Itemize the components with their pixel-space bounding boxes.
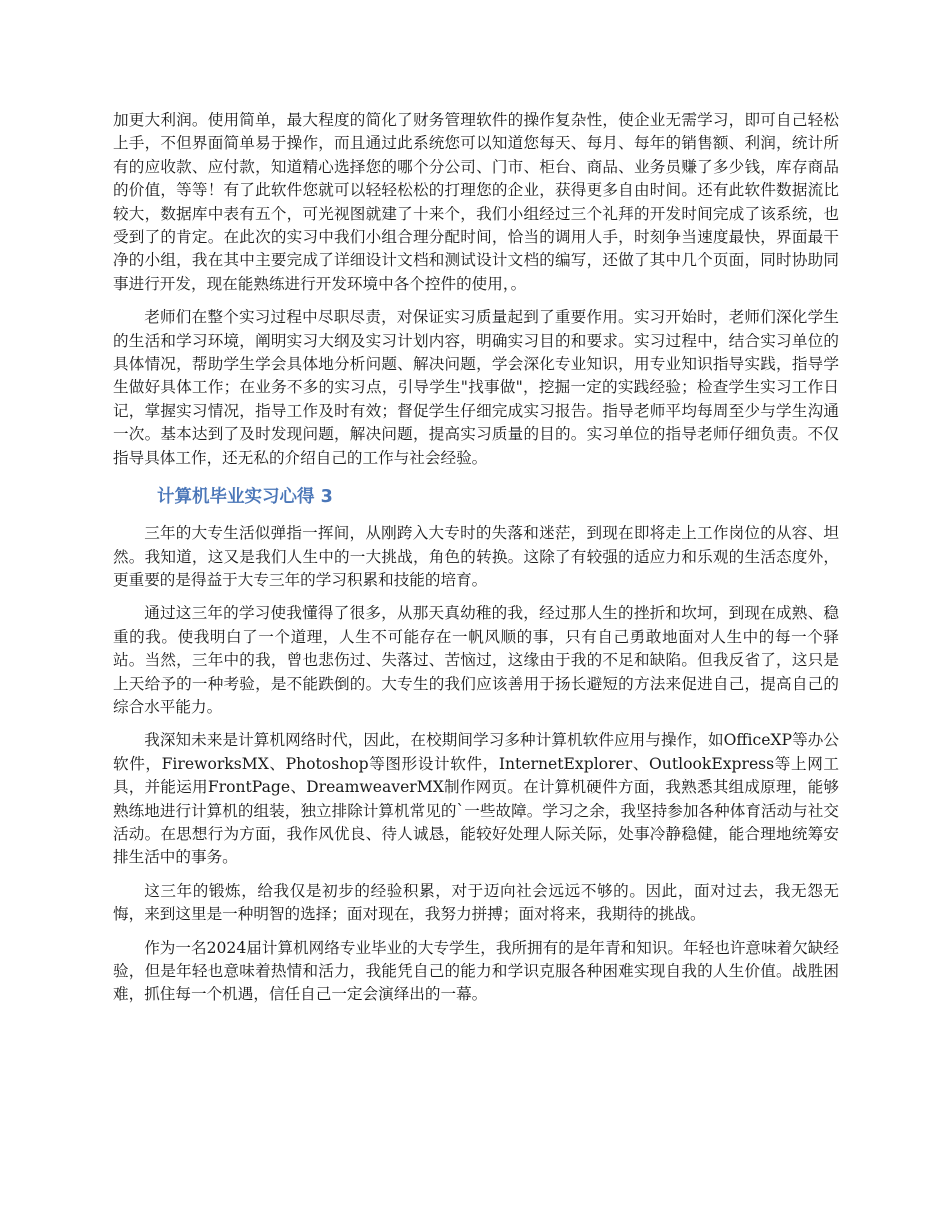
body-paragraph-2: 老师们在整个实习过程中尽职尽责，对保证实习质量起到了重要作用。实习开始时，老师们深化学生的生活和学习环境，阐明实习大纲及实习计划内容，明确实习目的和要求。实习过程中，结合实习单位的具体情况，帮助学生学会具体地分析问题、解决问题，学会深化专业知识，用专业知识指导实践，指导学生做好具体工作；在业务不多的实习点，引导学生"找事做"，挖掘一定的实践经验；检查学生实习工作日记，掌握实习情况，指导工作及时有效；督促学生仔细完成实习报告。指导老师平均每周至少与学生沟通一次。基本达到了及时发现问题，解决问题，提高实习质量的目的。实习单位的指导老师仔细负责。不仅指导具体工作，还无私的介绍自己的工作与社会经验。: [113, 308, 839, 467]
body-paragraph-4: 通过这三年的学习使我懂得了很多，从那天真幼稚的我，经过那人生的挫折和坎坷，到现在成熟、稳重的我。使我明白了一个道理，人生不可能存在一帆风顺的事，只有自己勇敢地面对人生中的每一个驿站。当然，三年中的我，曾也悲伤过、失落过、苦恼过，这缘由于我的不足和缺陷。但我反省了，这只是上天给予的一种考验，是不能跌倒的。大专生的我们应该善用于扬长避短的方法来促进自己，提高自己的综合水平能力。: [113, 604, 839, 716]
body-paragraph-3: 三年的大专生活似弹指一挥间，从刚跨入大专时的失落和迷茫，到现在即将走上工作岗位的从容、坦然。我知道，这又是我们人生中的一大挑战，角色的转换。这除了有较强的适应力和乐观的生活态度外，更重要的是得益于大专三年的学习积累和技能的培育。: [113, 524, 839, 589]
body-paragraph-7: 作为一名2024届计算机网络专业毕业的大专学生，我所拥有的是年青和知识。年轻也许意味着欠缺经验，但是年轻也意味着热情和活力，我能凭自己的能力和学识克服各种困难实现自我的人生价值。战胜困难，抓住每一个机遇，信任自己一定会演绎出的一幕。: [113, 938, 839, 1004]
body-paragraph-6: 这三年的锻炼，给我仅是初步的经验积累，对于迈向社会远远不够的。因此，面对过去，我无怨无悔，来到这里是一种明智的选择；面对现在，我努力拼搏；面对将来，我期待的挑战。: [113, 881, 839, 924]
body-paragraph-1: 加更大利润。使用简单，最大程度的简化了财务管理软件的操作复杂性，使企业无需学习，即可自己轻松上手，不但界面简单易于操作，而且通过此系统您可以知道您每天、每月、每年的销售额、利润，统计所有的应收款、应付款，知道精心选择您的哪个分公司、门市、柜台、商品、业务员赚了多少钱，库存商品的价值，等等！有了此软件您就可以轻轻松松的打理您的企业，获得更多自由时间。还有此软件数据流比较大，数据库中表有五个，可光视图就建了十来个，我们小组经过三个礼拜的开发时间完成了该系统，也受到了的肯定。在此次的实习中我们小组合理分配时间，恰当的调用人手，时刻争当速度最快，界面最干净的小组，我在其中主要完成了详细设计文档和测试设计文档的编写，还做了其中几个页面，同时协助同事进行开发，现在能熟练进行开发环境中各个控件的使用，。: [113, 111, 839, 293]
body-paragraph-5: 我深知未来是计算机网络时代，因此，在校期间学习多种计算机软件应用与操作，如OfficeXP等办公软件，FireworksMX、Photoshop等图形设计软件，InternetExplorer、OutlookExpress等上网工具，并能运用FrontPage、DreamweaverMX制作网页。在计算机硬件方面，我熟悉其组成原理，能够熟练地进行计算机的组装，独立排除计算机常见的`一些故障。学习之余，我坚持参加各种体育活动与社交活动。在思想行为方面，我作风优良、待人诚恳，能较好处理人际关际，处事冷静稳健，能合理地统筹安排生活中的事务。: [113, 731, 839, 867]
document-page: [113, 109, 839, 1017]
section-heading: 计算机毕业实习心得 3: [157, 487, 333, 508]
